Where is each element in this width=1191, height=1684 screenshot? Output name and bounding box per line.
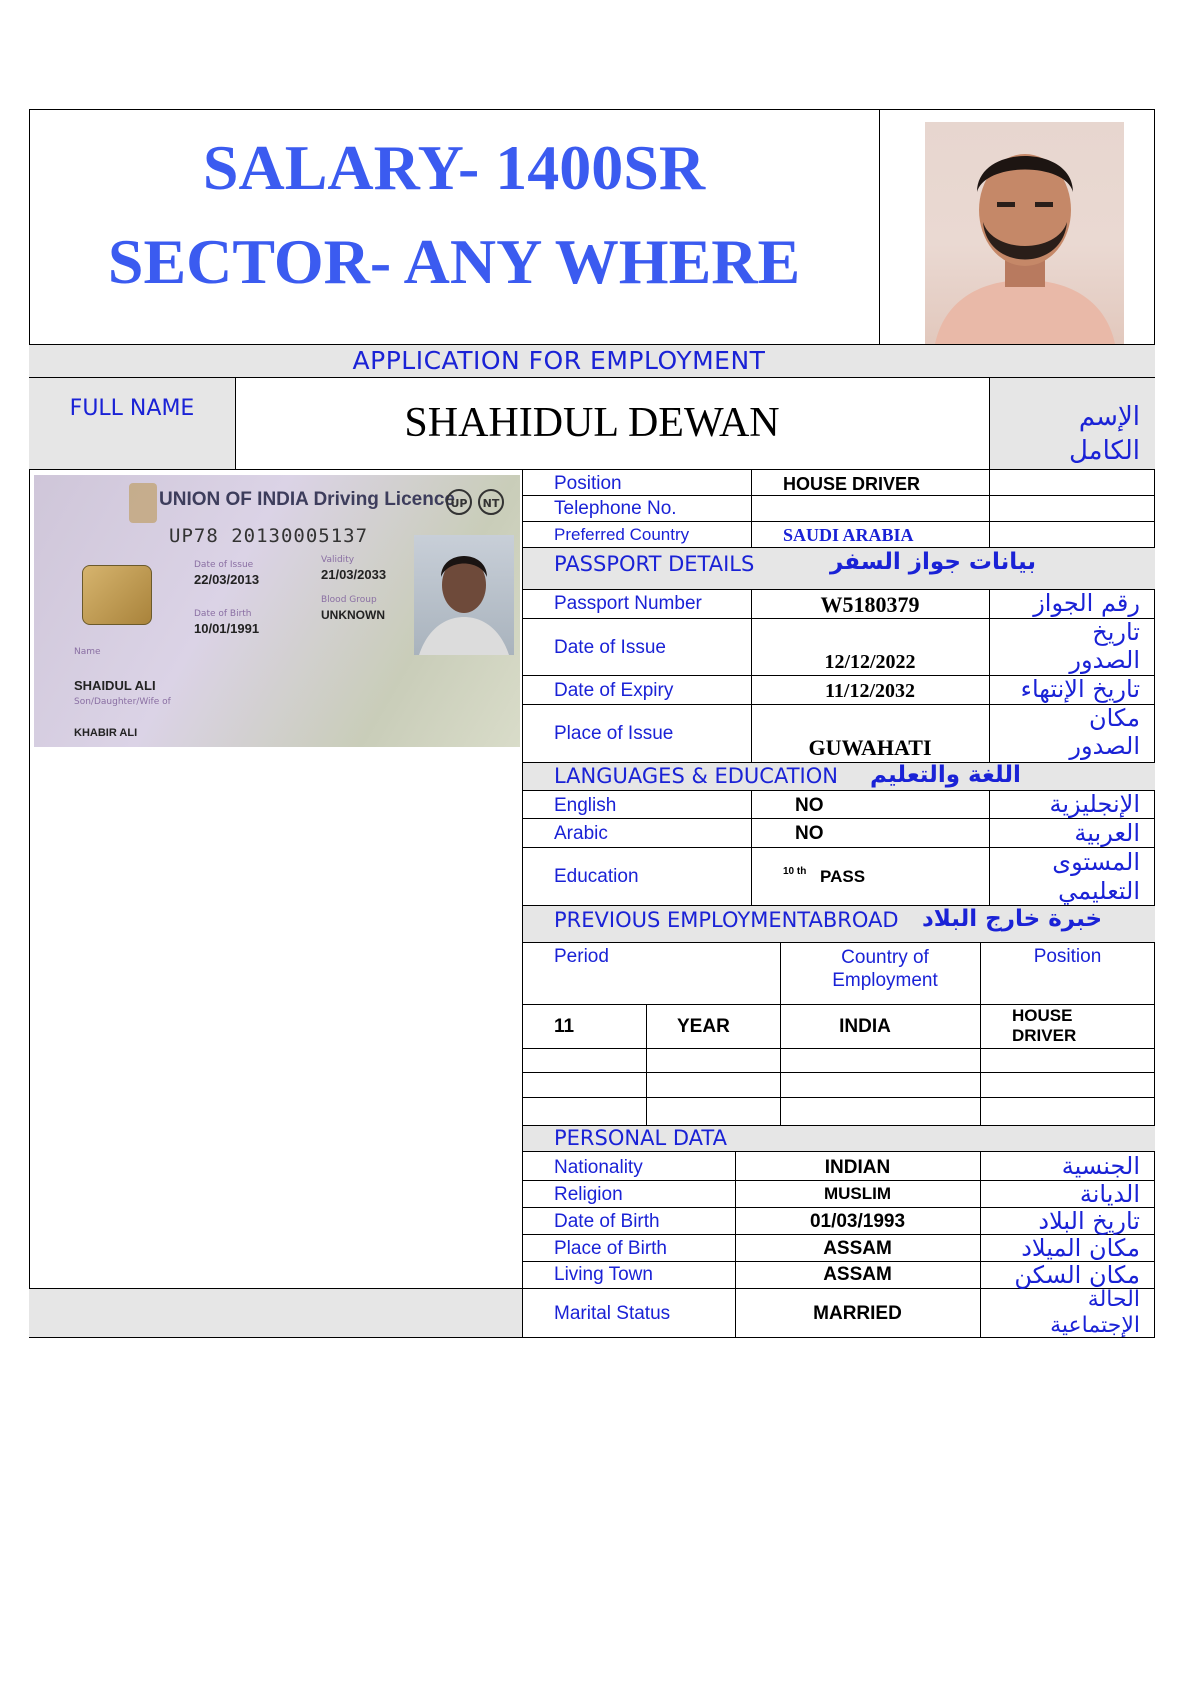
expiry-date-label: Date of Expiry: [554, 680, 674, 701]
arabic-label-ar: العربية: [1074, 819, 1140, 847]
arabic-value: NO: [795, 823, 824, 844]
arabic-label: Arabic: [554, 823, 608, 844]
education-label: Education: [554, 866, 639, 887]
licence-blood-label: Blood Group: [321, 595, 377, 605]
licence-photo: [414, 535, 514, 655]
licence-dob-label: Date of Birth: [194, 609, 252, 619]
licence-chip-icon: [82, 565, 152, 625]
nationality-value: INDIAN: [824, 1157, 891, 1178]
licence-badge-up: UP: [446, 489, 472, 515]
marital-status-label: Marital Status: [554, 1303, 671, 1324]
living-town-value: ASSAM: [823, 1264, 892, 1285]
preferred-country-label: Preferred Country: [554, 525, 690, 544]
place-of-issue-value: GUWAHATI: [808, 735, 932, 760]
passport-number-label-ar: رقم الجواز: [1033, 589, 1140, 617]
dob-label-ar: تاريخ البلاد: [1038, 1207, 1140, 1235]
expiry-date-label-ar: تاريخ الإنتهاء: [1020, 675, 1140, 703]
preferred-country-value: SAUDI ARABIA: [783, 525, 914, 545]
living-town-label: Living Town: [554, 1264, 653, 1285]
header-sector: SECTOR- ANY WHERE: [107, 226, 801, 297]
passport-number-label: Passport Number: [554, 593, 702, 614]
nationality-label: Nationality: [554, 1157, 643, 1178]
expiry-date-value: 11/12/2032: [824, 680, 915, 702]
issue-date-label: Date of Issue: [554, 637, 666, 658]
passport-title: PASSPORT DETAILS: [554, 552, 755, 576]
col-position: Position: [1033, 946, 1102, 967]
issue-date-label-ar: تاريخ الصدور: [1069, 618, 1140, 674]
col-period: Period: [554, 946, 609, 967]
english-label-ar: الإنجليزية: [1049, 790, 1140, 818]
telephone-label: Telephone No.: [554, 498, 677, 519]
licence-emblem-icon: [129, 483, 157, 523]
education-value: PASS: [820, 867, 866, 886]
position-value: HOUSE DRIVER: [783, 474, 921, 494]
form-title: APPLICATION FOR EMPLOYMENT: [352, 346, 766, 375]
languages-title: LANGUAGES & EDUCATION: [554, 764, 838, 788]
col-country: Country of Employment: [832, 947, 938, 991]
full-name-label-ar: الإسم الكامل: [1068, 402, 1140, 466]
languages-title-ar: اللغة والتعليم: [870, 762, 1021, 788]
licence-header: UNION OF INDIA Driving Licence: [159, 489, 455, 510]
place-of-birth-value: ASSAM: [823, 1238, 892, 1259]
religion-value: MUSLIM: [823, 1184, 892, 1203]
prev-period-value: 11: [554, 1016, 575, 1037]
passport-title-ar: بيانات جواز السفر: [830, 549, 1036, 575]
driving-licence-card: [34, 475, 520, 747]
prev-position-value: HOUSE DRIVER: [1012, 1006, 1077, 1045]
licence-validity-date: 21/03/2033: [321, 567, 387, 582]
full-name-label: FULL NAME: [69, 396, 195, 421]
licence-validity-label: Validity: [321, 555, 355, 565]
personal-title: PERSONAL DATA: [554, 1126, 727, 1150]
licence-relation: KHABIR ALI: [74, 727, 138, 739]
prev-country-value: INDIA: [839, 1016, 891, 1037]
nationality-label-ar: الجنسية: [1061, 1152, 1140, 1180]
living-town-label-ar: مكان السكن: [1014, 1261, 1140, 1289]
place-of-birth-label: Place of Birth: [554, 1238, 667, 1259]
place-of-issue-label: Place of Issue: [554, 723, 674, 744]
licence-person-icon: [414, 535, 514, 655]
prev-period-unit: YEAR: [677, 1016, 730, 1037]
dob-value: 01/03/1993: [809, 1211, 906, 1232]
religion-label: Religion: [554, 1184, 623, 1205]
previous-title: PREVIOUS EMPLOYMENTABROAD: [554, 908, 899, 932]
place-of-issue-label-ar: مكان الصدور: [1069, 704, 1140, 760]
dob-label: Date of Birth: [554, 1211, 660, 1232]
place-of-birth-label-ar: مكان الميلاد: [1021, 1234, 1140, 1262]
licence-relation-label: Son/Daughter/Wife of: [74, 697, 171, 707]
english-label: English: [554, 795, 617, 816]
issue-date-value: 12/12/2022: [824, 651, 916, 673]
full-name-value: SHAHIDUL DEWAN: [404, 400, 780, 446]
licence-issue-date: 22/03/2013: [194, 572, 260, 587]
licence-name: SHAIDUL ALI: [74, 678, 156, 693]
education-label-ar: المستوى التعليمي: [1052, 848, 1140, 905]
passport-number-value: W5180379: [820, 592, 920, 617]
licence-blood: UNKNOWN: [321, 608, 385, 622]
licence-number: UP78 20130005137: [169, 525, 369, 547]
english-value: NO: [795, 795, 824, 816]
religion-label-ar: الديانة: [1079, 1180, 1140, 1208]
licence-issue-label: Date of Issue: [194, 560, 254, 570]
education-value-sup: 10 th: [783, 866, 807, 877]
licence-dob: 10/01/1991: [194, 621, 260, 636]
marital-status-label-ar: الحالة الإجتماعية: [1050, 1287, 1140, 1338]
licence-badge-nt: NT: [478, 489, 504, 515]
licence-name-label: Name: [74, 647, 101, 657]
previous-title-ar: خبرة خارج البلاد: [922, 906, 1103, 932]
marital-status-value: MARRIED: [813, 1303, 902, 1324]
header-salary: SALARY- 1400SR: [202, 132, 706, 203]
position-label: Position: [554, 473, 622, 494]
